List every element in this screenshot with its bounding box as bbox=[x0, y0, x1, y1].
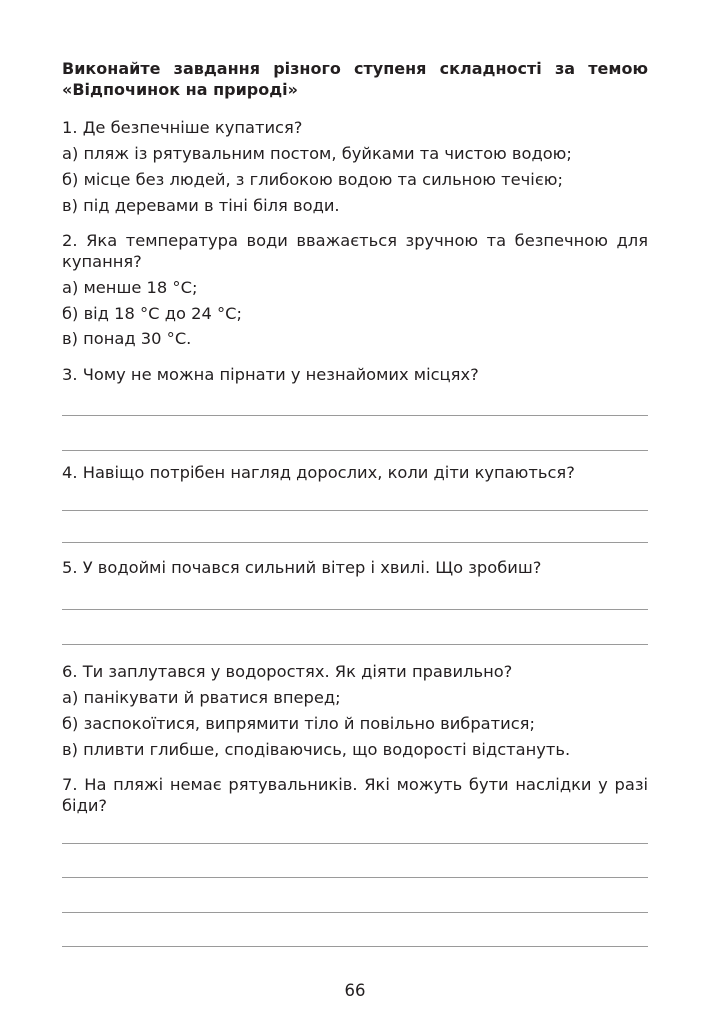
page-number: 66 bbox=[344, 981, 366, 1000]
question-6: 6. Ти заплутався у водоростях. Як діяти правильно? bbox=[62, 662, 513, 681]
question-2-option-a: а) менше 18 °С; bbox=[62, 278, 198, 297]
answer-line[interactable] bbox=[62, 542, 648, 543]
question-2-option-c: в) понад 30 °С. bbox=[62, 329, 192, 348]
answer-line[interactable] bbox=[62, 450, 648, 451]
answer-line[interactable] bbox=[62, 843, 648, 844]
question-6-option-c: в) пливти глибше, сподіваючись, що водорості відстануть. bbox=[62, 740, 571, 759]
answer-line[interactable] bbox=[62, 877, 648, 878]
question-1-option-a: а) пляж із рятувальним постом, буйками та чистою водою; bbox=[62, 144, 572, 163]
answer-line[interactable] bbox=[62, 644, 648, 645]
question-5: 5. У водоймі почався сильний вітер і хвилі. Що зробиш? bbox=[62, 558, 542, 577]
question-1-option-c: в) під деревами в тіні біля води. bbox=[62, 196, 340, 215]
question-1-option-b: б) місце без людей, з глибокою водою та сильною течією; bbox=[62, 170, 563, 189]
page-title: Виконайте завдання різного ступеня складності за темою «Відпочинок на природі» bbox=[62, 59, 648, 99]
question-7: 7. На пляжі немає рятувальників. Які можуть бути наслідки у разі біди? bbox=[62, 775, 648, 815]
answer-line[interactable] bbox=[62, 510, 648, 511]
answer-line[interactable] bbox=[62, 912, 648, 913]
question-2: 2. Яка температура води вважається зручною та безпечною для купання? bbox=[62, 231, 648, 271]
answer-line[interactable] bbox=[62, 946, 648, 947]
question-1: 1. Де безпечніше купатися? bbox=[62, 118, 303, 137]
answer-line[interactable] bbox=[62, 415, 648, 416]
question-3: 3. Чому не можна пірнати у незнайомих місцях? bbox=[62, 365, 479, 384]
question-2-option-b: б) від 18 °С до 24 °С; bbox=[62, 304, 242, 323]
question-6-option-b: б) заспокоїтися, випрямити тіло й повільно вибратися; bbox=[62, 714, 535, 733]
answer-line[interactable] bbox=[62, 609, 648, 610]
question-4: 4. Навіщо потрібен нагляд дорослих, коли діти купаються? bbox=[62, 463, 575, 482]
question-6-option-a: а) панікувати й рватися вперед; bbox=[62, 688, 341, 707]
